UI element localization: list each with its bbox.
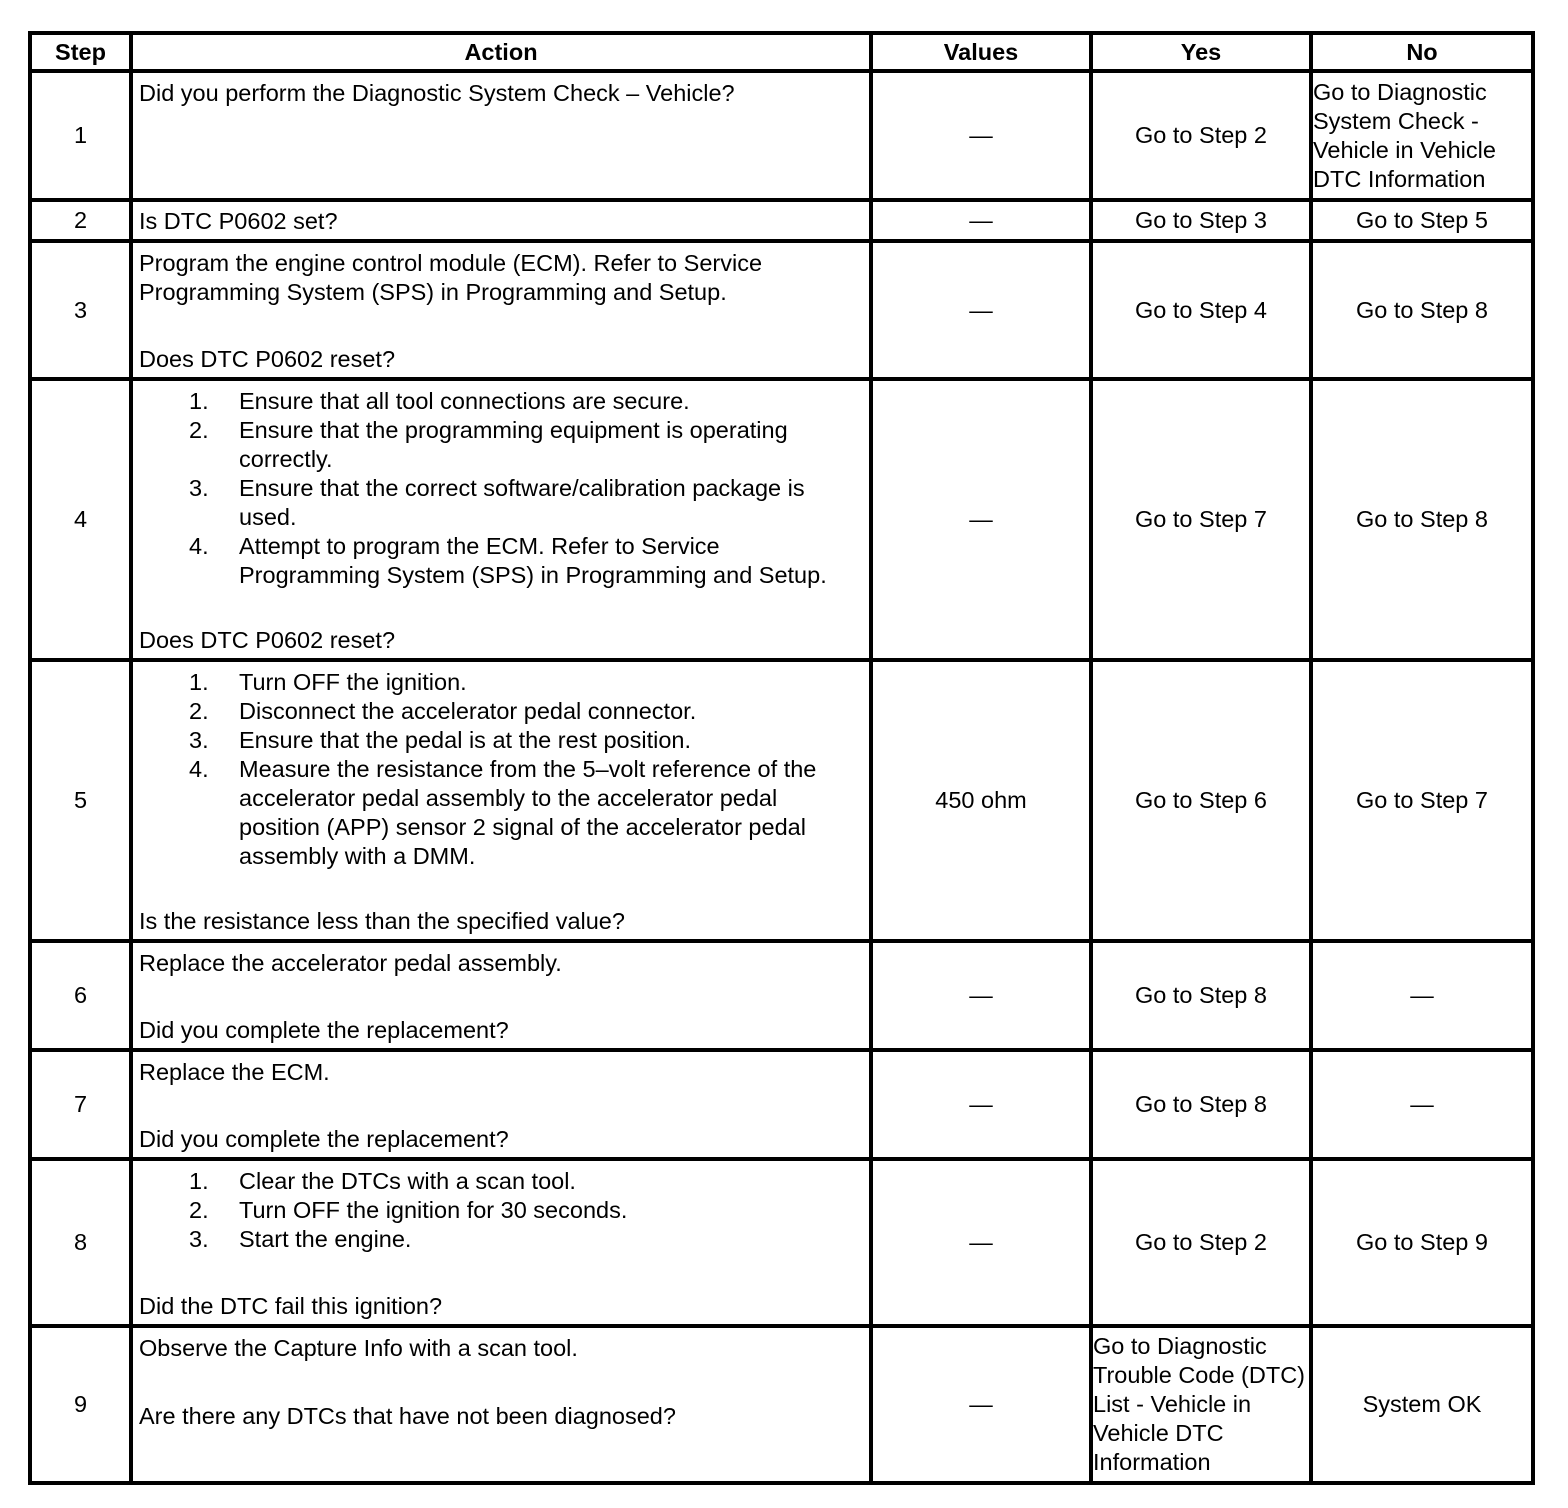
no-link[interactable]: Go to Diagnostic System Check - Vehicle in Vehicle DTC Information	[1311, 71, 1533, 200]
value-cell: —	[871, 241, 1091, 379]
yes-link[interactable]: Go to Step 3	[1091, 200, 1311, 241]
yes-link[interactable]: Go to Step 4	[1091, 241, 1311, 379]
yes-link[interactable]: Go to Diagnostic Trouble Code (DTC) List - Vehicle in Vehicle DTC Information	[1091, 1326, 1311, 1483]
list-item: 3. Ensure that the pedal is at the rest position.	[189, 727, 691, 753]
value-cell: —	[871, 1326, 1091, 1483]
value-cell: 450 ohm	[871, 660, 1091, 941]
list-item: 4. Attempt to program the ECM. Refer to Service Programming System (SPS) in Programming and Setup.	[189, 533, 827, 588]
step-number: 3	[30, 241, 131, 379]
table-row	[30, 71, 1533, 200]
list-item: 1. Clear the DTCs with a scan tool.	[189, 1168, 576, 1194]
table-row	[30, 200, 1533, 241]
yes-link[interactable]: Go to Step 7	[1091, 379, 1311, 660]
no-value: System OK	[1311, 1326, 1533, 1483]
action-steps	[139, 387, 863, 590]
action-cell	[131, 241, 871, 379]
action-cell	[131, 941, 871, 1050]
action-text: Observe the Capture Info with a scan tool.	[139, 1335, 578, 1361]
action-cell	[131, 200, 871, 241]
action-question: Does DTC P0602 reset?	[139, 346, 396, 372]
action-cell	[131, 379, 871, 660]
diagnostic-table	[28, 31, 1535, 1485]
action-text: Program the engine control module (ECM). Refer to Service Programming System (SPS) in Programming and Setup.	[139, 250, 763, 305]
action-question: Does DTC P0602 reset?	[139, 627, 396, 653]
yes-link[interactable]: Go to Step 2	[1091, 71, 1311, 200]
header-yes: Yes	[1091, 33, 1311, 71]
action-cell	[131, 1050, 871, 1159]
table-row	[30, 1326, 1533, 1483]
value-cell: —	[871, 1159, 1091, 1326]
step-number: 5	[30, 660, 131, 941]
list-item: 2. Ensure that the programming equipment is operating correctly.	[189, 417, 788, 472]
no-link[interactable]: Go to Step 8	[1311, 241, 1533, 379]
table-row	[30, 660, 1533, 941]
step-number: 8	[30, 1159, 131, 1326]
step-number: 6	[30, 941, 131, 1050]
list-item: 2. Disconnect the accelerator pedal connector.	[189, 698, 697, 724]
value-cell: —	[871, 941, 1091, 1050]
header-step: Step	[30, 33, 131, 71]
no-link[interactable]: Go to Step 9	[1311, 1159, 1533, 1326]
table-row	[30, 241, 1533, 379]
action-question: Is the resistance less than the specified value?	[139, 908, 625, 934]
action-steps	[139, 1167, 863, 1254]
action-text: Is DTC P0602 set?	[139, 208, 338, 234]
action-text: Replace the ECM.	[139, 1059, 330, 1085]
list-item: 3. Ensure that the correct software/calibration package is used.	[189, 475, 805, 530]
step-number: 7	[30, 1050, 131, 1159]
step-number: 9	[30, 1326, 131, 1483]
action-text: Replace the accelerator pedal assembly.	[139, 950, 562, 976]
yes-link[interactable]: Go to Step 8	[1091, 941, 1311, 1050]
no-value: —	[1311, 941, 1533, 1050]
table-row	[30, 1159, 1533, 1326]
action-question: Did you complete the replacement?	[139, 1017, 509, 1043]
list-item: 3. Start the engine.	[189, 1226, 412, 1252]
action-question: Did you complete the replacement?	[139, 1126, 509, 1152]
action-cell	[131, 1326, 871, 1483]
action-text: Did you perform the Diagnostic System Check – Vehicle?	[139, 80, 735, 106]
list-item: 2. Turn OFF the ignition for 30 seconds.	[189, 1197, 628, 1223]
header-row	[30, 33, 1533, 71]
yes-link[interactable]: Go to Step 2	[1091, 1159, 1311, 1326]
header-values: Values	[871, 33, 1091, 71]
no-value: —	[1311, 1050, 1533, 1159]
table-row	[30, 1050, 1533, 1159]
value-cell: —	[871, 379, 1091, 660]
list-item: 1. Ensure that all tool connections are secure.	[189, 388, 690, 414]
action-cell	[131, 1159, 871, 1326]
step-number: 4	[30, 379, 131, 660]
header-action: Action	[131, 33, 871, 71]
yes-link[interactable]: Go to Step 6	[1091, 660, 1311, 941]
no-link[interactable]: Go to Step 8	[1311, 379, 1533, 660]
step-number: 2	[30, 200, 131, 241]
value-cell: —	[871, 1050, 1091, 1159]
value-cell: —	[871, 71, 1091, 200]
action-steps	[139, 668, 863, 871]
action-cell	[131, 660, 871, 941]
no-link[interactable]: Go to Step 5	[1311, 200, 1533, 241]
no-link[interactable]: Go to Step 7	[1311, 660, 1533, 941]
yes-link[interactable]: Go to Step 8	[1091, 1050, 1311, 1159]
header-no: No	[1311, 33, 1533, 71]
action-cell	[131, 71, 871, 200]
value-cell: —	[871, 200, 1091, 241]
action-question: Did the DTC fail this ignition?	[139, 1293, 443, 1319]
list-item: 4. Measure the resistance from the 5–volt reference of the accelerator pedal assembly to the accelerator pedal position (APP) sensor 2 signal of the accelerator pedal assembly with a DMM.	[189, 756, 817, 869]
list-item: 1. Turn OFF the ignition.	[189, 669, 467, 695]
table-row	[30, 941, 1533, 1050]
step-number: 1	[30, 71, 131, 200]
table-row	[30, 379, 1533, 660]
action-question: Are there any DTCs that have not been diagnosed?	[139, 1403, 676, 1429]
